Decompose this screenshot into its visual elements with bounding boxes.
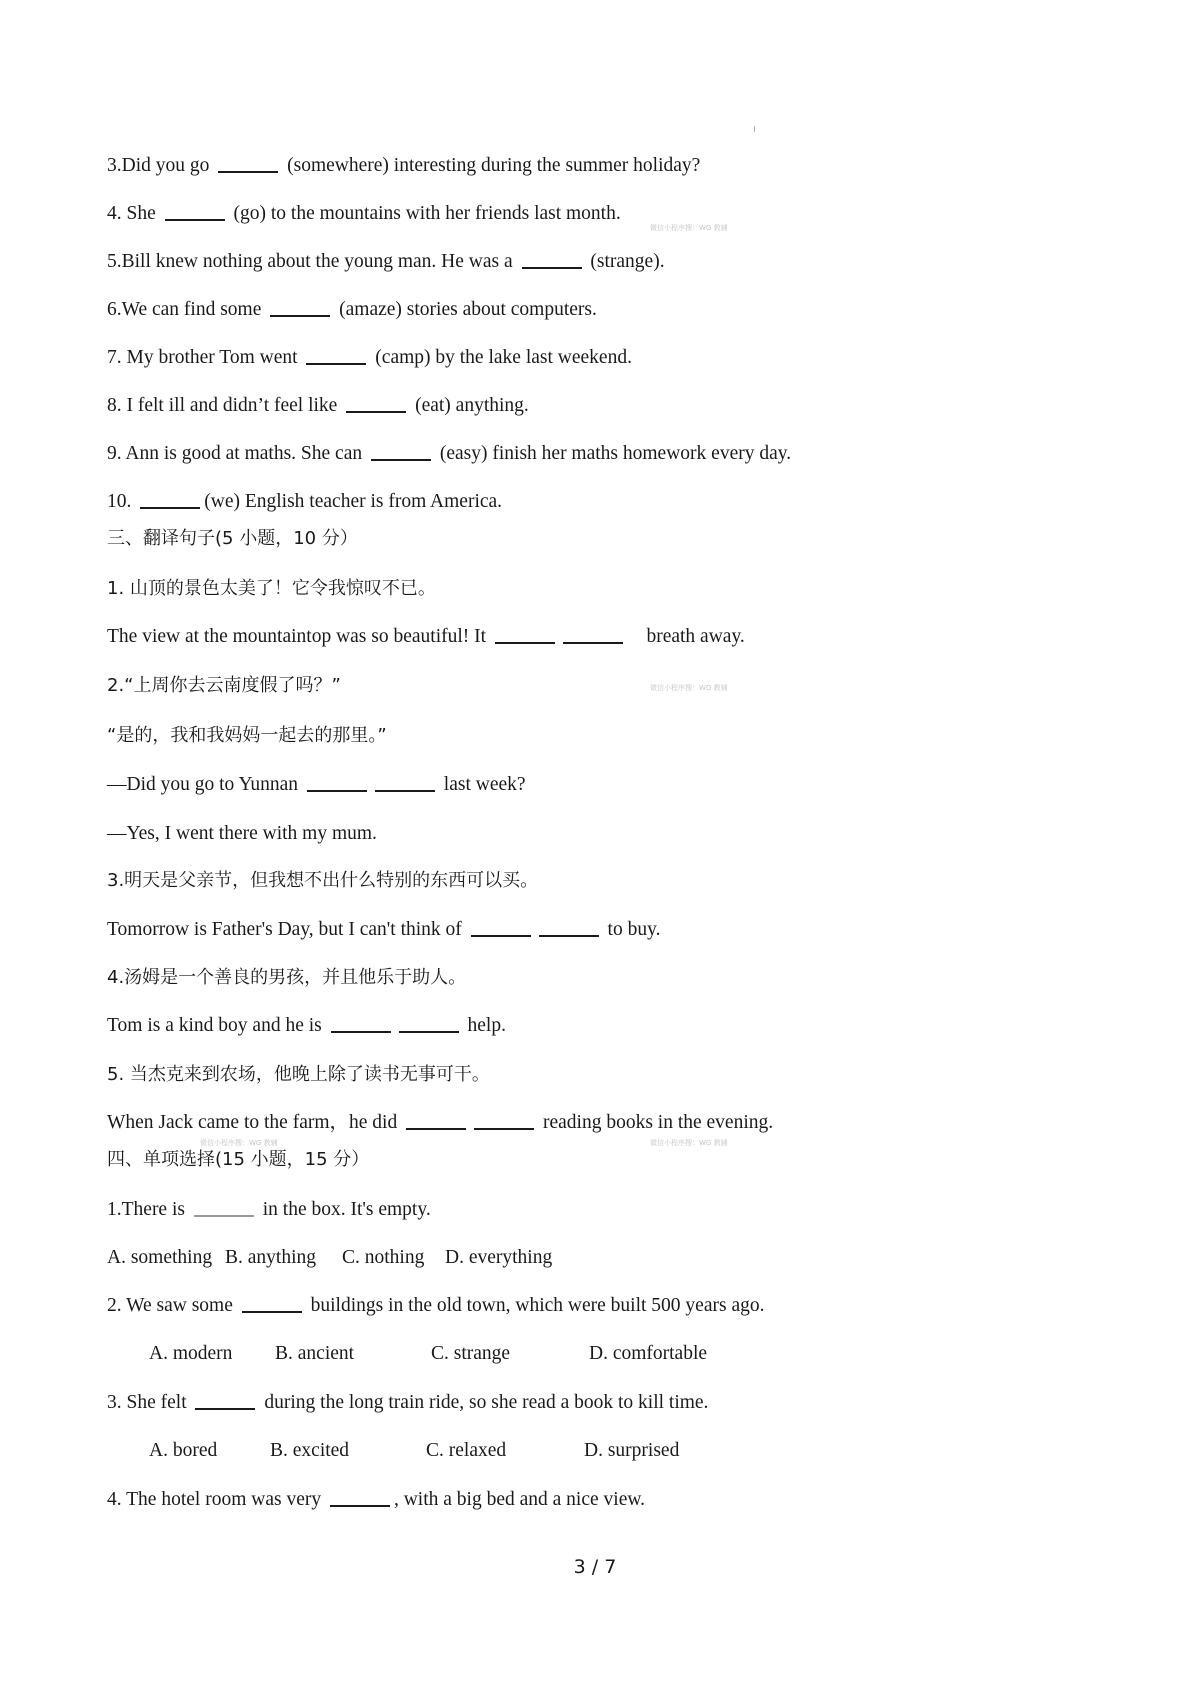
line-text: 3.Did you go — [107, 155, 215, 176]
line-text: (camp) by the lake last weekend. — [370, 347, 632, 368]
t5-english — [107, 1110, 773, 1136]
line-text: 四、单项选择(15 小题，15 分） — [107, 1149, 370, 1170]
t1-english — [107, 624, 745, 650]
mc2-question — [107, 1293, 764, 1319]
page-number: 3 / 7 — [573, 1556, 617, 1578]
line-text: (easy) finish her maths homework every day. — [434, 443, 792, 464]
line-text: —Yes, I went there with my mum. — [107, 823, 377, 844]
answer-blank[interactable] — [522, 266, 582, 269]
t1-chinese — [107, 576, 436, 602]
line-text: 三、翻译句子(5 小题，10 分） — [107, 528, 358, 549]
line-text: , with a big bed and a nice view. — [393, 1489, 646, 1510]
line-text: 3.明天是父亲节，但我想不出什么特别的东西可以买。 — [107, 870, 539, 891]
answer-blank[interactable] — [194, 1214, 254, 1217]
q4-go — [107, 201, 621, 227]
line-text: 7. My brother Tom went — [107, 347, 303, 368]
watermark-1: 微信小程序搜：WG 教辅 — [650, 224, 728, 232]
option-b: B. excited — [270, 1440, 350, 1461]
answer-blank[interactable] — [346, 410, 406, 413]
line-text: 2. We saw some — [107, 1295, 238, 1316]
q9-easy — [107, 441, 791, 467]
answer-blank[interactable] — [218, 170, 278, 173]
line-text: (eat) anything. — [410, 395, 529, 416]
answer-blank[interactable] — [330, 1504, 390, 1507]
t2-english-q — [107, 772, 526, 798]
line-text: (strange). — [585, 251, 665, 272]
option-d: D. surprised — [584, 1440, 680, 1461]
t2-english-a — [107, 821, 377, 847]
line-text: Tomorrow is Father's Day, but I can't think of — [107, 919, 467, 940]
line-text: 5.Bill knew nothing about the young man. He was a — [107, 251, 518, 272]
line-text: 1.There is — [107, 1199, 190, 1220]
line-text: —Did you go to Yunnan — [107, 774, 303, 795]
line-text: 10. — [107, 491, 137, 512]
option-c: C. strange — [431, 1343, 511, 1364]
line-text: (go) to the mountains with her friends last month. — [228, 203, 621, 224]
t2-chinese-q — [107, 673, 341, 699]
answer-blank[interactable] — [495, 641, 555, 644]
option-b: B. ancient — [275, 1343, 355, 1364]
option-c: C. nothing — [342, 1247, 425, 1268]
mc3-question — [107, 1390, 708, 1416]
line-text: 5. 当杰克来到农场，他晚上除了读书无事可干。 — [107, 1064, 490, 1085]
answer-blank[interactable] — [539, 934, 599, 937]
line-text: (amaze) stories about computers. — [334, 299, 597, 320]
line-text: help. — [462, 1015, 506, 1036]
option-a: A. modern — [149, 1343, 233, 1364]
watermark-3: 微信小程序搜：WG 教辅 — [650, 1139, 728, 1147]
section-4-heading — [107, 1147, 369, 1173]
option-b: B. anything — [225, 1247, 316, 1268]
watermark-4: 微信小程序搜：WG 教辅 — [200, 1139, 278, 1147]
line-text: (somewhere) interesting during the summer holiday? — [282, 155, 701, 176]
line-text: during the long train ride, so she read a book to kill time. — [259, 1392, 709, 1413]
line-text: When Jack came to the farm，he did — [107, 1112, 403, 1133]
line-text: The view at the mountaintop was so beautiful! It — [107, 626, 491, 647]
q6-amaze — [107, 297, 597, 323]
answer-blank[interactable] — [140, 506, 200, 509]
q3-somewhere — [107, 153, 700, 179]
line-text: “是的，我和我妈妈一起去的那里。” — [107, 725, 387, 746]
q10-we — [107, 489, 502, 515]
t2-chinese-a — [107, 723, 387, 749]
answer-blank[interactable] — [270, 314, 330, 317]
answer-blank[interactable] — [471, 934, 531, 937]
line-text: buildings in the old town, which were built 500 years ago. — [305, 1295, 765, 1316]
option-d: D. comfortable — [589, 1343, 708, 1364]
q5-strange — [107, 249, 665, 275]
line-text: breath away. — [626, 626, 745, 647]
answer-blank[interactable] — [371, 458, 431, 461]
t5-chinese — [107, 1062, 490, 1088]
line-text: Tom is a kind boy and he is — [107, 1015, 327, 1036]
t4-english — [107, 1013, 506, 1039]
answer-blank[interactable] — [165, 218, 225, 221]
line-text: 1. 山顶的景色太美了！它令我惊叹不已。 — [107, 578, 436, 599]
mc4-question — [107, 1487, 645, 1513]
answer-blank[interactable] — [331, 1030, 391, 1033]
line-text: to buy. — [602, 919, 661, 940]
q8-eat — [107, 393, 529, 419]
option-d: D. everything — [445, 1247, 553, 1268]
option-c: C. relaxed — [426, 1440, 507, 1461]
option-a: A. something — [107, 1247, 213, 1268]
watermark-2: 微信小程序搜：WG 教辅 — [650, 684, 728, 692]
line-text: (we) English teacher is from America. — [204, 491, 503, 512]
t3-chinese — [107, 868, 538, 894]
t4-chinese — [107, 965, 466, 991]
answer-blank[interactable] — [375, 789, 435, 792]
line-text: 6.We can find some — [107, 299, 267, 320]
line-text: 4. She — [107, 203, 161, 224]
line-text: reading books in the evening. — [538, 1112, 774, 1133]
q7-camp — [107, 345, 632, 371]
answer-blank[interactable] — [242, 1310, 302, 1313]
line-text: 2.“上周你去云南度假了吗？” — [107, 675, 341, 696]
line-text: last week? — [438, 774, 526, 795]
answer-blank[interactable] — [563, 641, 623, 644]
answer-blank[interactable] — [406, 1127, 466, 1130]
line-text: 9. Ann is good at maths. She can — [107, 443, 367, 464]
line-text: 8. I felt ill and didn’t feel like — [107, 395, 343, 416]
line-text: 4. The hotel room was very — [107, 1489, 326, 1510]
answer-blank[interactable] — [474, 1127, 534, 1130]
line-text: 3. She felt — [107, 1392, 192, 1413]
answer-blank[interactable] — [399, 1030, 459, 1033]
answer-blank[interactable] — [307, 789, 367, 792]
answer-blank[interactable] — [306, 362, 366, 365]
section-3-heading — [107, 526, 358, 552]
answer-blank[interactable] — [195, 1407, 255, 1410]
scan-mark — [754, 126, 755, 132]
option-a: A. bored — [149, 1440, 218, 1461]
line-text: 4.汤姆是一个善良的男孩，并且他乐于助人。 — [107, 967, 467, 988]
line-text: in the box. It's empty. — [257, 1199, 431, 1220]
t3-english — [107, 917, 660, 943]
mc1-question — [107, 1197, 431, 1223]
